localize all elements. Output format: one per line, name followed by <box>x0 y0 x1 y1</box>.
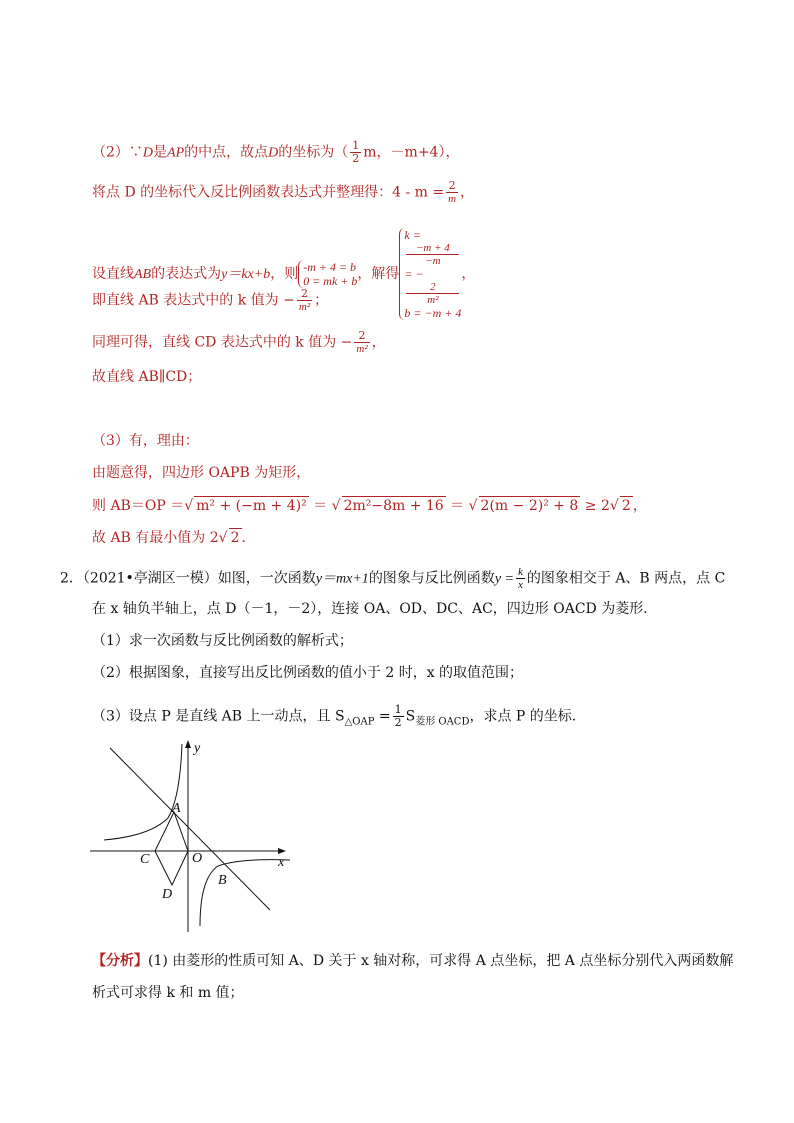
radical: 2 <box>621 498 631 514</box>
text: 是 <box>153 144 168 161</box>
text: ，则 <box>270 266 299 282</box>
label-B: B <box>218 873 227 888</box>
x-axis-arrow <box>278 848 286 854</box>
part3-line2: 由题意得，四边形 OAPB 为矩形， <box>92 465 311 481</box>
text: 的图象与反比例函数 <box>368 570 495 587</box>
part2-line4 <box>92 288 328 313</box>
text: 则 AB＝OP ＝ <box>92 498 185 514</box>
radical: m² + (−m + 4)² <box>196 498 307 514</box>
equation: y＝mx+1 <box>315 571 369 587</box>
analysis-tag: 【分析】 <box>92 953 148 969</box>
text: = <box>378 708 391 725</box>
fraction: $\frac{2}{m}$ <box>448 179 457 205</box>
radical: 2m²−8m + 16 <box>343 498 444 514</box>
label-A: A <box>172 801 181 816</box>
text: 的图象相交于 A、B 两点，点 C <box>526 570 726 587</box>
question-2-sub2: （2）根据图象，直接写出反比例函数的值小于 2 时，x 的取值范围； <box>92 665 524 681</box>
fraction: $\frac{2}{\text{m²}}$ <box>356 329 368 355</box>
text: ， <box>460 184 475 201</box>
part2-line1: （2）∵D是AP的中点，故点D的坐标为（ $\frac{1}{2}$ m，－m+4）， <box>92 139 460 165</box>
fraction: $\frac{2}{\text{m²}}$ <box>298 287 311 313</box>
part2-line2 <box>92 180 474 205</box>
text: ， <box>461 266 476 282</box>
analysis-line1 <box>92 952 733 970</box>
text: m，－m+4）， <box>363 144 460 161</box>
question-2-stem-line2: 在 x 轴负半轴上，点 D（－1，－2），连接 OA、OD、DC、AC，四边形 OACD 为菱形． <box>92 601 658 617</box>
question-number: 2． <box>60 570 83 587</box>
equation: y = <box>494 571 514 587</box>
line-AB <box>110 748 270 910</box>
question-source: （2021•亭湖区一模） <box>82 570 218 587</box>
text: S <box>405 708 416 725</box>
part2-line3: 设直线AB的表达式为y＝kx+b，则 -m + 4 = b 0 = mk + b ，解得 k = −m + 4 −m = − 2 m² b = −m + 4 ， <box>92 228 476 320</box>
label-y: y <box>194 741 201 756</box>
question-2-sub1: （1）求一次函数与反比例函数的解析式； <box>92 633 353 649</box>
hyperbola-branch-upper-left <box>104 744 182 840</box>
text: ； <box>314 292 329 309</box>
text: ，求点 P 的坐标． <box>469 708 586 725</box>
radical: 2 <box>230 530 240 546</box>
question-2-stem-line1 <box>60 566 725 591</box>
rhombus-OACD <box>155 812 188 885</box>
subscript: △OAP <box>344 716 375 728</box>
fraction: $\frac{1}{2}$ <box>352 139 360 165</box>
text: 将点 D 的坐标代入反比例函数表达式并整理得：4 - m = <box>92 184 445 201</box>
text: ． <box>241 530 256 546</box>
text: 如图，一次函数 <box>217 570 316 587</box>
solution-system: k = −m + 4 −m = − 2 m² b = −m + 4 <box>399 228 461 320</box>
equation: y＝kx+b <box>221 267 271 282</box>
part3-line1: （3）有，理由： <box>92 433 199 449</box>
coordinate-figure <box>90 738 300 938</box>
text: ， <box>632 498 647 514</box>
radical: 2(m − 2)² + 8 <box>480 498 579 514</box>
text: (1) 由菱形的性质可知 A、D 关于 x 轴对称，可求得 A 点坐标，把 A 点坐标分别代入两函数解 <box>148 953 734 969</box>
subscript: 菱形 OACD <box>415 716 470 728</box>
text: 设直线 <box>92 266 134 282</box>
part2-line6: 故直线 AB∥CD； <box>92 369 202 385</box>
fraction: $\frac{1}{2}$ <box>394 703 402 729</box>
text: 的表达式为 <box>151 266 222 282</box>
hyperbola-branch-lower-right <box>200 860 290 926</box>
label-O: O <box>192 851 203 866</box>
text: ≥ 2 <box>584 498 610 514</box>
fraction: $\frac{k}{x}$ <box>517 566 523 591</box>
part3-line4: 故 AB 有最小值为 2√ 2 ． <box>92 530 256 546</box>
label-D: D <box>162 887 173 902</box>
y-axis-arrow <box>185 740 191 748</box>
text: ，解得 <box>357 266 400 282</box>
label-C: C <box>140 852 150 867</box>
analysis-line2: 析式可求得 k 和 m 值； <box>92 985 244 1001</box>
text: 故 AB 有最小值为 2 <box>92 530 219 546</box>
label-x: x <box>278 855 285 870</box>
text: （3）设点 P 是直线 AB 上一动点，且 S <box>92 708 345 725</box>
question-2-sub3 <box>92 704 586 731</box>
text: ， <box>371 334 386 351</box>
text: 的中点，故点 <box>184 144 269 161</box>
part3-line3: 则 AB＝OP ＝√ m² + (−m + 4)² ＝ √ 2m²−8m + 16 ＝ √ 2(m − 2)² + 8 ≥ 2√ 2 ， <box>92 498 647 514</box>
text: （2）∵ <box>92 144 143 161</box>
equation-system: -m + 4 = b 0 = mk + b <box>298 260 357 288</box>
text: 即直线 AB 表达式中的 k 值为 − <box>92 292 295 309</box>
part2-line5 <box>92 330 386 355</box>
text: 同理可得，直线 CD 表达式中的 k 值为 − <box>92 334 353 351</box>
text: 的坐标为（ <box>278 144 349 161</box>
